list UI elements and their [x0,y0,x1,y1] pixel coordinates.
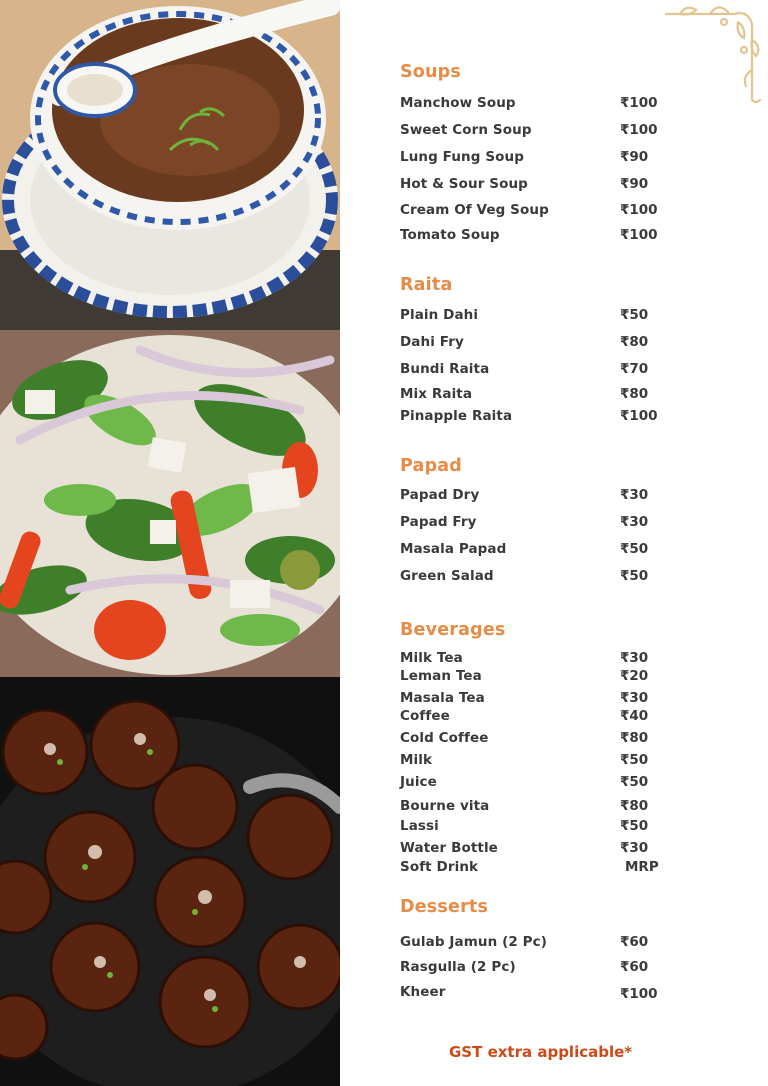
menu-item [400,149,662,167]
menu-item [400,774,662,792]
menu-item [400,541,662,559]
menu-item [400,959,662,977]
item-price: ₹30 [620,514,649,530]
menu-item [400,730,662,748]
item-name: Pinapple Raita [400,408,513,424]
item-price: ₹30 [620,487,649,503]
item-name: Papad Dry [400,487,480,503]
item-name: Gulab Jamun (2 Pc) [400,934,548,950]
menu-item [400,408,662,426]
item-price: ₹90 [620,176,649,192]
item-price: ₹80 [620,334,649,350]
item-name: Lung Fung Soup [400,149,524,165]
item-name: Bundi Raita [400,361,490,377]
item-name: Sweet Corn Soup [400,122,532,138]
item-price: ₹30 [620,840,649,856]
menu-item [400,840,662,858]
menu-item [400,859,662,877]
item-price: MRP [625,859,659,875]
item-price: ₹100 [620,227,658,243]
photo-column [0,0,340,1086]
item-name: Papad Fry [400,514,477,530]
menu-item [400,798,662,816]
item-price: ₹80 [620,798,649,814]
item-price: ₹50 [620,568,649,584]
menu-item [400,202,662,220]
menu-item [400,818,662,836]
item-price: ₹100 [620,122,658,138]
item-name: Dahi Fry [400,334,464,350]
section-title-raita: Raita [400,275,453,295]
menu-item [400,690,662,708]
gulab-jamun-photo [0,677,340,1086]
item-price: ₹50 [620,774,649,790]
item-price: ₹100 [620,986,658,1002]
section-title-desserts: Desserts [400,897,489,917]
salad-photo [0,330,340,677]
item-price: ₹50 [620,818,649,834]
menu-item [400,487,662,505]
item-name: Kheer [400,984,446,1000]
item-price: ₹20 [620,668,649,684]
item-price: ₹30 [620,650,649,666]
item-name: Hot & Sour Soup [400,176,528,192]
item-price: ₹100 [620,408,658,424]
item-name: Mix Raita [400,386,473,402]
item-name: Green Salad [400,568,494,584]
item-name: Cold Coffee [400,730,489,746]
item-name: Water Bottle [400,840,498,856]
menu-item [400,122,662,140]
item-price: ₹60 [620,959,649,975]
section-title-papad: Papad [400,456,463,476]
menu-item [400,176,662,194]
section-title-beverages: Beverages [400,620,506,640]
item-price: ₹90 [620,149,649,165]
item-price: ₹50 [620,752,649,768]
menu-item [400,361,662,379]
menu-item [400,514,662,532]
item-name: Milk Tea [400,650,463,666]
item-name: Lassi [400,818,439,834]
item-name: Juice [400,774,437,790]
menu-item [400,386,662,404]
item-name: Coffee [400,708,450,724]
item-price: ₹50 [620,541,649,557]
item-name: Cream Of Veg Soup [400,202,549,218]
menu-item [400,934,662,952]
item-name: Tomato Soup [400,227,500,243]
item-name: Masala Papad [400,541,507,557]
gst-note: GST extra applicable* [449,1043,633,1061]
item-price: ₹80 [620,730,649,746]
section-title-soups: Soups [400,62,462,82]
menu-item [400,708,662,726]
item-price: ₹70 [620,361,649,377]
menu-item [400,95,662,113]
item-name: Manchow Soup [400,95,516,111]
menu-item [400,650,662,668]
item-price: ₹30 [620,690,649,706]
menu-item [400,984,662,1002]
menu-item [400,752,662,770]
menu-item [400,334,662,352]
item-name: Rasgulla (2 Pc) [400,959,516,975]
menu-item [400,568,662,586]
menu-item [400,307,662,325]
item-price: ₹80 [620,386,649,402]
item-name: Masala Tea [400,690,485,706]
item-name: Leman Tea [400,668,482,684]
menu-panel [400,0,730,1086]
item-name: Bourne vita [400,798,490,814]
soup-photo [0,0,340,330]
item-name: Soft Drink [400,859,479,875]
item-name: Milk [400,752,433,768]
menu-item [400,668,662,686]
item-price: ₹60 [620,934,649,950]
menu-item [400,227,662,245]
item-price: ₹50 [620,307,649,323]
item-price: ₹40 [620,708,649,724]
item-name: Plain Dahi [400,307,479,323]
item-price: ₹100 [620,202,658,218]
item-price: ₹100 [620,95,658,111]
